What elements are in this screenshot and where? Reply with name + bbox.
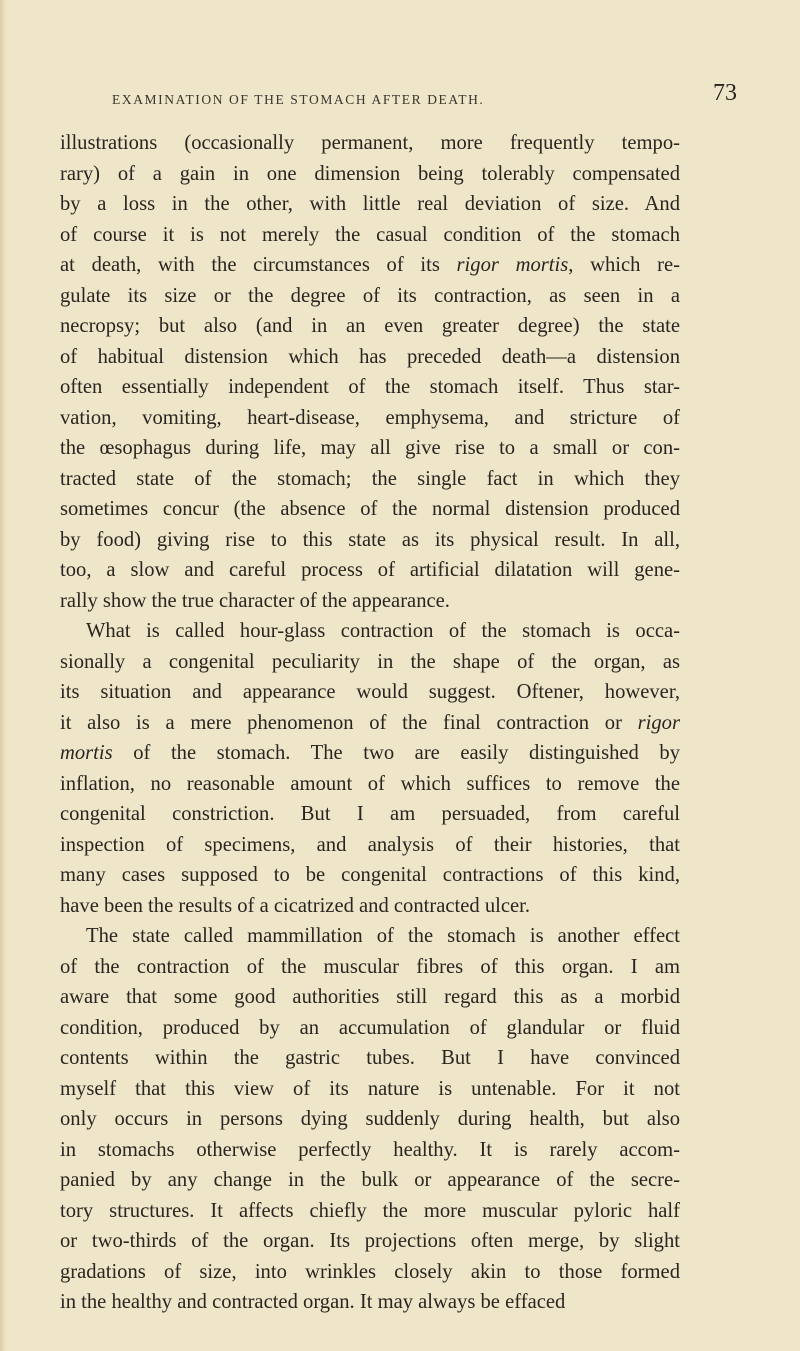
text-line: tory structures. It affects chiefly the more muscular pyloric half <box>60 1199 680 1222</box>
text-line: sometimes concur (the absence of the normal distension produced <box>60 498 680 520</box>
text-line: panied by any change in the bulk or appearance of the secre- <box>60 1169 680 1191</box>
text-line: have been the results of a cicatrized and contracted ulcer. <box>60 894 530 917</box>
text-line: at death, with the circumstances of its rigor mortis, which re- <box>60 254 680 276</box>
text-line: often essentially independent of the stomach itself. Thus star- <box>60 376 680 398</box>
text-line: inflation, no reasonable amount of which suffices to remove the <box>60 772 680 795</box>
text-line: it also is a mere phenomenon of the final contraction or rigor <box>60 711 680 734</box>
text-line: of course it is not merely the casual condition of the stomach <box>60 223 680 246</box>
text-line: sionally a congenital peculiarity in the shape of the organ, as <box>60 650 680 673</box>
text-line: contents within the gastric tubes. But I have convinced <box>60 1047 680 1069</box>
text-line: by food) giving rise to this state as its physical result. In all, <box>60 528 680 551</box>
text-line: the œsophagus during life, may all give rise to a small or con- <box>60 437 680 459</box>
text-line: The state called mammillation of the stomach is another effect <box>86 925 680 947</box>
text-line: too, a slow and careful process of artificial dilatation will gene- <box>60 559 680 581</box>
text-line: many cases supposed to be congenital contractions of this kind, <box>60 864 680 886</box>
text-line: only occurs in persons dying suddenly during health, but also <box>60 1108 680 1130</box>
text-line: necropsy; but also (and in an even greater degree) the state <box>60 315 680 337</box>
text-line: tracted state of the stomach; the single fact in which they <box>60 467 680 490</box>
text-line: rally show the true character of the appearance. <box>60 589 450 612</box>
text-line: of the contraction of the muscular fibres of this organ. I am <box>60 955 680 978</box>
text-line: rary) of a gain in one dimension being tolerably compensated <box>60 162 680 185</box>
text-line: myself that this view of its nature is untenable. For it not <box>60 1077 680 1100</box>
text-line: in the healthy and contracted organ. It may always be effaced <box>60 1291 566 1313</box>
text-line: mortis of the stomach. The two are easily distinguished by <box>60 742 680 764</box>
text-line: aware that some good authorities still regard this as a morbid <box>60 986 680 1008</box>
text-line: its situation and appearance would suggest. Oftener, however, <box>60 681 680 703</box>
page-edge <box>0 0 6 1351</box>
body-text <box>60 128 680 1318</box>
text-line: congenital constriction. But I am persuaded, from careful <box>60 803 680 825</box>
text-line: illustrations (occasionally permanent, more frequently tempo- <box>60 132 680 154</box>
text-line: by a loss in the other, with little real deviation of size. And <box>60 193 680 215</box>
text-line: in stomachs otherwise perfectly healthy. It is rarely accom- <box>60 1138 680 1161</box>
text-line: gradations of size, into wrinkles closely akin to those formed <box>60 1260 680 1283</box>
page-number: 73 <box>713 80 737 106</box>
text-line: vation, vomiting, heart-disease, emphysema, and stricture of <box>60 406 680 429</box>
text-line: condition, produced by an accumulation of glandular or fluid <box>60 1016 680 1039</box>
text-line: inspection of specimens, and analysis of their histories, that <box>60 833 680 856</box>
text-line: or two-thirds of the organ. Its projections often merge, by slight <box>60 1230 680 1252</box>
text-line: gulate its size or the degree of its contraction, as seen in a <box>60 284 680 307</box>
text-line: of habitual distension which has preceded death—a distension <box>60 345 680 368</box>
running-head: EXAMINATION OF THE STOMACH AFTER DEATH. <box>112 92 485 107</box>
text-line: What is called hour-glass contraction of the stomach is occa- <box>86 620 680 642</box>
page-header <box>112 80 737 120</box>
